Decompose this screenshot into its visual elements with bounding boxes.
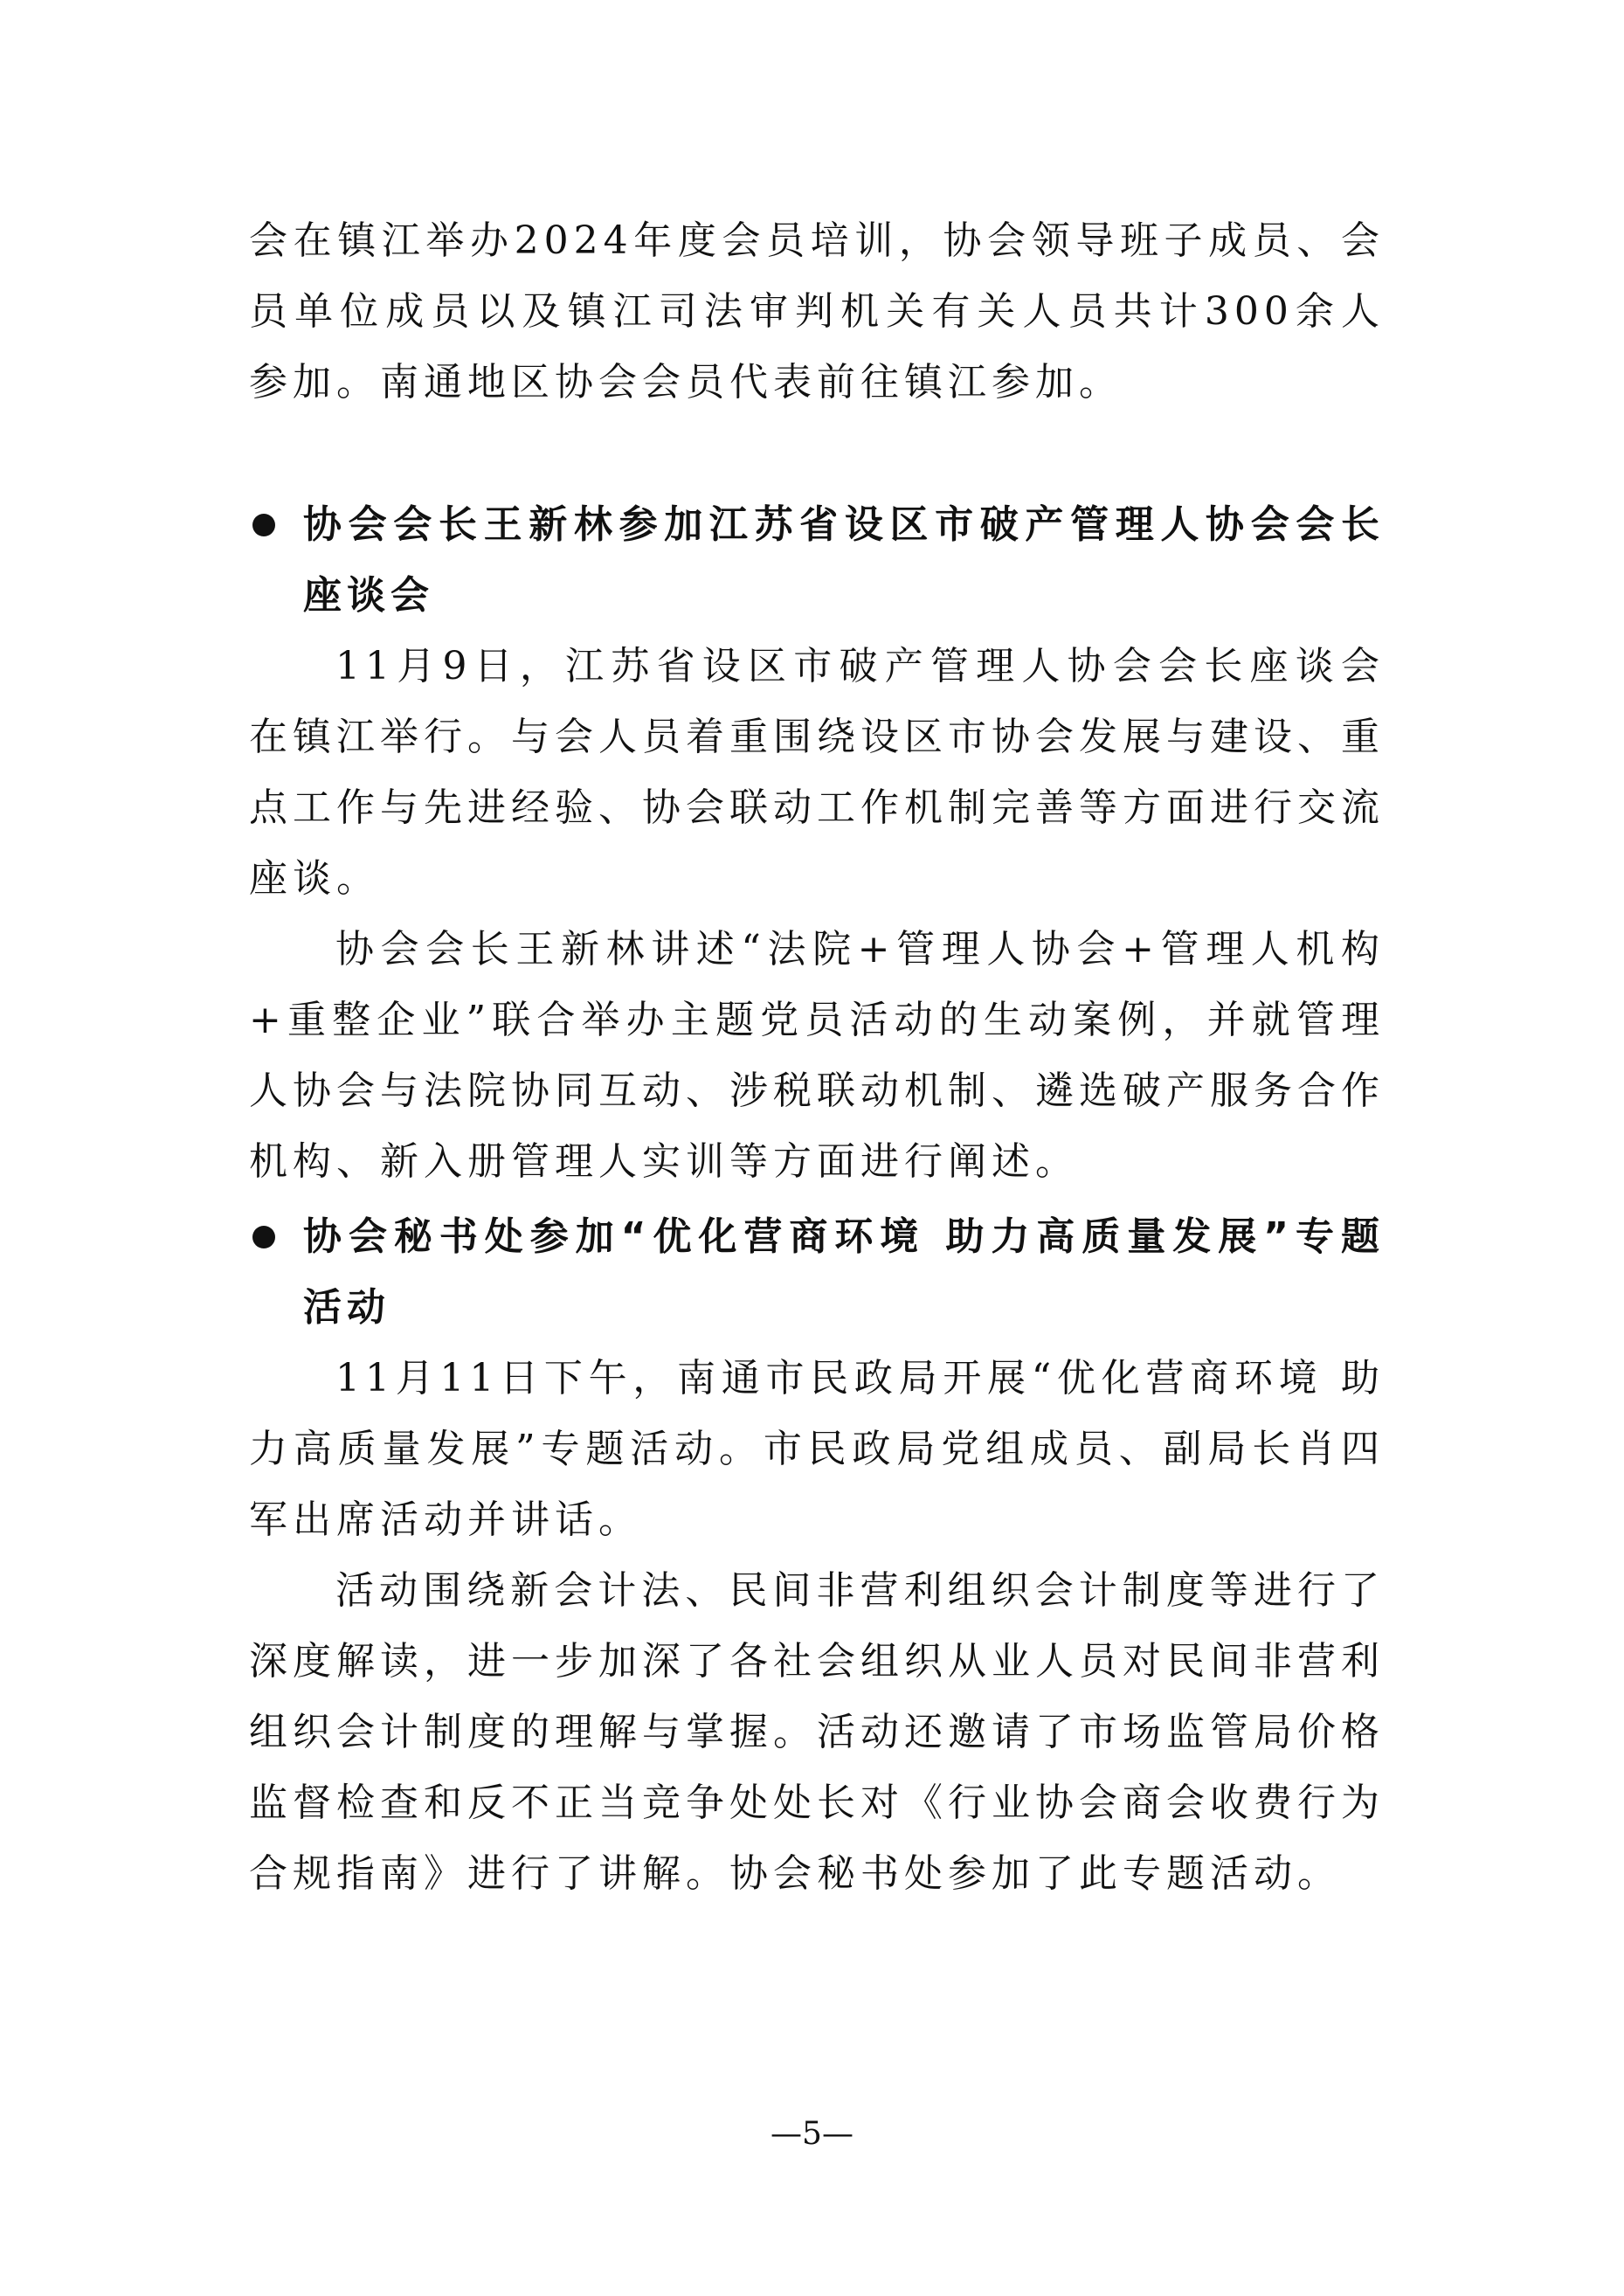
section-1-heading — [249, 489, 1385, 631]
section-2-paragraph-1: 11月11日下午，南通市民政局开展“优化营商环境 助力高质量发展”专题活动。市民政局党组成员、副局长肖四军出席活动并讲话。 — [249, 1356, 1385, 1542]
bullet-icon — [252, 514, 275, 536]
section-1-paragraph-1: 11月9日，江苏省设区市破产管理人协会会长座谈会在镇江举行。与会人员着重围绕设区市协会发展与建设、重点工作与先进经验、协会联动工作机制完善等方面进行交流座谈。 — [249, 644, 1385, 901]
section-1-heading-text: 协会会长王新林参加江苏省设区市破产管理人协会会长座谈会 — [303, 502, 1385, 618]
intro-paragraph: 会在镇江举办2024年度会员培训，协会领导班子成员、会员单位成员以及镇江司法审判机关有关人员共计300余人参加。南通地区协会会员代表前往镇江参加。 — [249, 218, 1385, 405]
section-1-paragraph-2: 协会会长王新林讲述“法院+管理人协会+管理人机构+重整企业”联合举办主题党员活动的生动案例，并就管理人协会与法院协同互动、涉税联动机制、遴选破产服务合作机构、新入册管理人实训等方面进行阐述。 — [249, 927, 1385, 1184]
section-2-body — [249, 1343, 1385, 1909]
page-number: —5— — [771, 2116, 853, 2152]
bullet-icon — [252, 1226, 275, 1248]
section-2-heading — [249, 1201, 1385, 1343]
section-1-body — [249, 631, 1385, 1197]
section-2-heading-text: 协会秘书处参加“优化营商环境 助力高质量发展”专题活动 — [303, 1214, 1385, 1330]
section-2-paragraph-2: 活动围绕新会计法、民间非营利组织会计制度等进行了深度解读，进一步加深了各社会组织从业人员对民间非营利组织会计制度的理解与掌握。活动还邀请了市场监管局价格监督检查和反不正当竞争处处长对《行业协会商会收费行为合规指南》进行了讲解。协会秘书处参加了此专题活动。 — [249, 1568, 1385, 1896]
